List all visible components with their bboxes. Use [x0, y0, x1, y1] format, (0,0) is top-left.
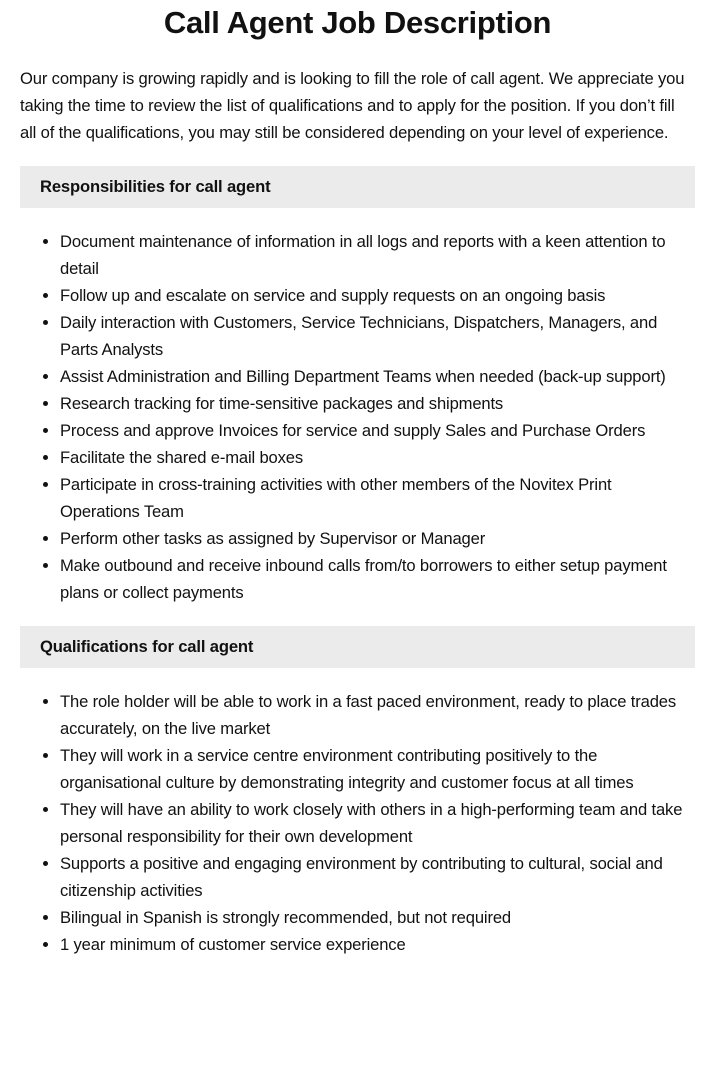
list-item: • Research tracking for time-sensitive packages and shipments — [60, 390, 695, 417]
qualifications-list — [20, 688, 695, 958]
list-item: • Assist Administration and Billing Department Teams when needed (back-up support) — [60, 363, 695, 390]
list-item: • Follow up and escalate on service and supply requests on an ongoing basis — [60, 282, 695, 309]
responsibilities-list — [20, 228, 695, 606]
list-item: • Facilitate the shared e-mail boxes — [60, 444, 695, 471]
list-item: • Daily interaction with Customers, Service Technicians, Dispatchers, Managers, and Parts Analysts — [60, 309, 695, 363]
list-item: • They will have an ability to work closely with others in a high-performing team and take personal responsibility for their own development — [60, 796, 695, 850]
list-item: • 1 year minimum of customer service experience — [60, 931, 695, 958]
list-item: • Supports a positive and engaging environment by contributing to cultural, social and citizenship activities — [60, 850, 695, 904]
page-title: Call Agent Job Description — [163, 5, 552, 40]
list-item: • Bilingual in Spanish is strongly recommended, but not required — [60, 904, 695, 931]
intro-paragraph: Our company is growing rapidly and is looking to fill the role of call agent. We appreciate you taking the time to review the list of qualifications and to apply for the position. If you don’t fill all of the qualifications, you may still be considered depending on your level of experience. — [20, 69, 685, 142]
list-item: • Make outbound and receive inbound calls from/to borrowers to either setup payment plans or collect payments — [60, 552, 695, 606]
list-item: • Document maintenance of information in all logs and reports with a keen attention to detail — [60, 228, 695, 282]
list-item: • The role holder will be able to work in a fast paced environment, ready to place trades accurately, on the live market — [60, 688, 695, 742]
qualifications-heading: Qualifications for call agent — [20, 626, 695, 668]
responsibilities-heading: Responsibilities for call agent — [20, 166, 695, 208]
list-item: • Perform other tasks as assigned by Supervisor or Manager — [60, 525, 695, 552]
list-item: • Process and approve Invoices for service and supply Sales and Purchase Orders — [60, 417, 695, 444]
list-item: • They will work in a service centre environment contributing positively to the organisational culture by demonstrating integrity and customer focus at all times — [60, 742, 695, 796]
list-item: • Participate in cross-training activities with other members of the Novitex Print Operations Team — [60, 471, 695, 525]
